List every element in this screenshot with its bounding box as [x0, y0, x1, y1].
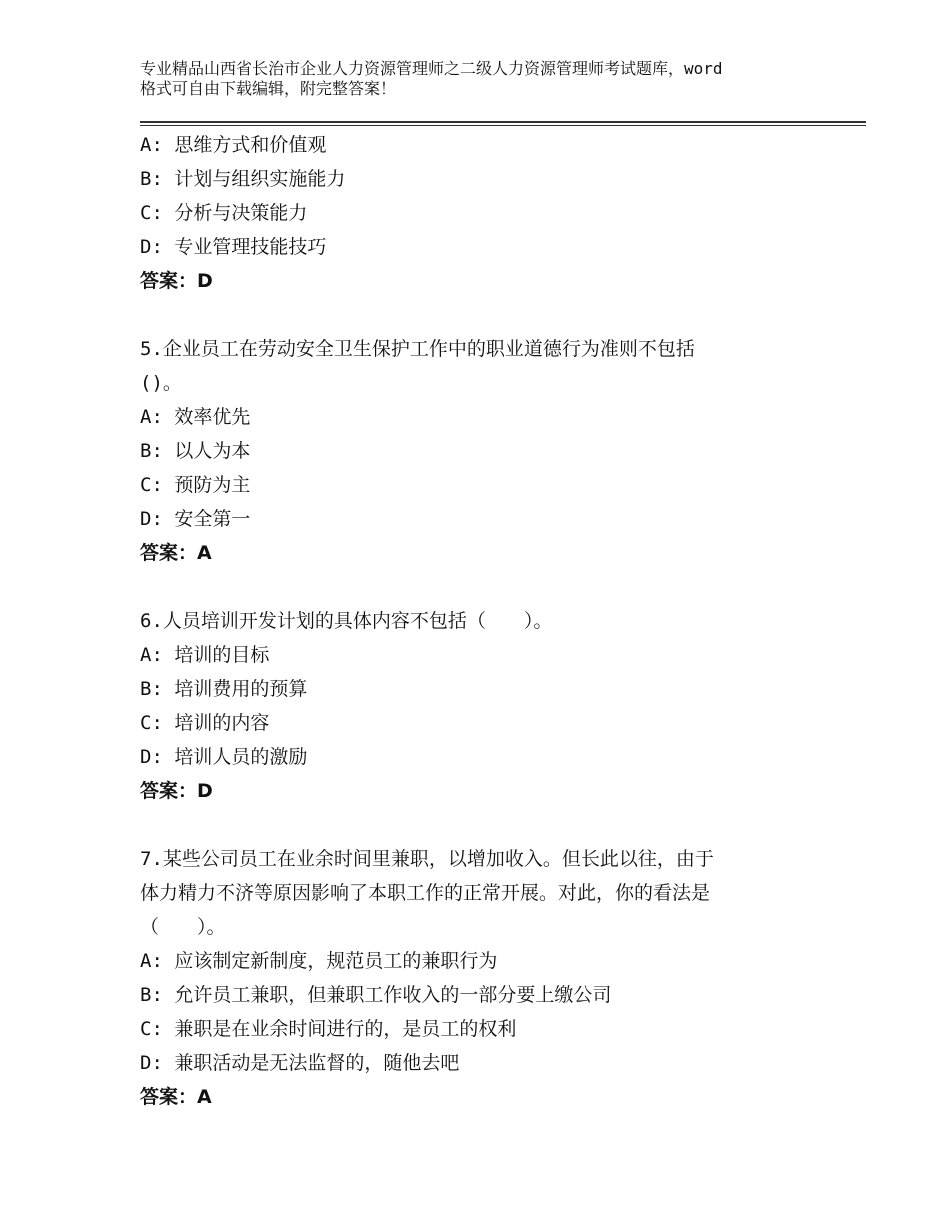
option-b: B: 以人为本 [140, 440, 251, 462]
option-c: C: 兼职是在业余时间进行的，是员工的权利 [140, 1018, 517, 1040]
answer: 答案：D [140, 780, 213, 802]
document-header [140, 59, 840, 99]
option-d: D: 培训人员的激励 [140, 746, 308, 768]
header-line-1: 专业精品山西省长治市企业人力资源管理师之二级人力资源管理师考试题库，word [140, 59, 723, 78]
option-a: A: 培训的目标 [140, 644, 270, 666]
spacer [140, 298, 860, 332]
option-c: C: 培训的内容 [140, 712, 270, 734]
question-stem-line-2: ()。 [140, 372, 182, 394]
answer: 答案：A [140, 542, 212, 564]
question-5 [140, 332, 860, 570]
option-d: D: 兼职活动是无法监督的，随他去吧 [140, 1052, 460, 1074]
option-b: B: 培训费用的预算 [140, 678, 308, 700]
header-line-2: 格式可自由下载编辑，附完整答案！ [140, 79, 397, 98]
option-b: B: 计划与组织实施能力 [140, 168, 346, 190]
option-c: C: 预防为主 [140, 474, 251, 496]
answer: 答案：D [140, 270, 213, 292]
question-list [140, 128, 860, 1114]
option-a: A: 应该制定新制度，规范员工的兼职行为 [140, 950, 498, 972]
spacer [140, 570, 860, 604]
answer: 答案：A [140, 1086, 212, 1108]
question-stem-line-1: 6.人员培训开发计划的具体内容不包括（ ）。 [140, 610, 553, 632]
question-stem-line-2: 体力精力不济等原因影响了本职工作的正常开展。对此，你的看法是 [140, 882, 711, 904]
question-7 [140, 842, 860, 1114]
option-d: D: 安全第一 [140, 508, 251, 530]
option-d: D: 专业管理技能技巧 [140, 236, 327, 258]
question-stem-line-3: （ ）。 [140, 916, 226, 938]
question-stem-line-1: 7.某些公司员工在业余时间里兼职，以增加收入。但长此以往，由于 [140, 848, 714, 870]
header-rule-thin [140, 125, 866, 126]
question-stem-line-1: 5.企业员工在劳动安全卫生保护工作中的职业道德行为准则不包括 [140, 338, 695, 360]
spacer [140, 808, 860, 842]
question-4 [140, 128, 860, 298]
option-b: B: 允许员工兼职，但兼职工作收入的一部分要上缴公司 [140, 984, 612, 1006]
option-a: A: 思维方式和价值观 [140, 134, 327, 156]
header-rule-thick [140, 121, 866, 123]
option-a: A: 效率优先 [140, 406, 251, 428]
question-6 [140, 604, 860, 808]
option-c: C: 分析与决策能力 [140, 202, 308, 224]
